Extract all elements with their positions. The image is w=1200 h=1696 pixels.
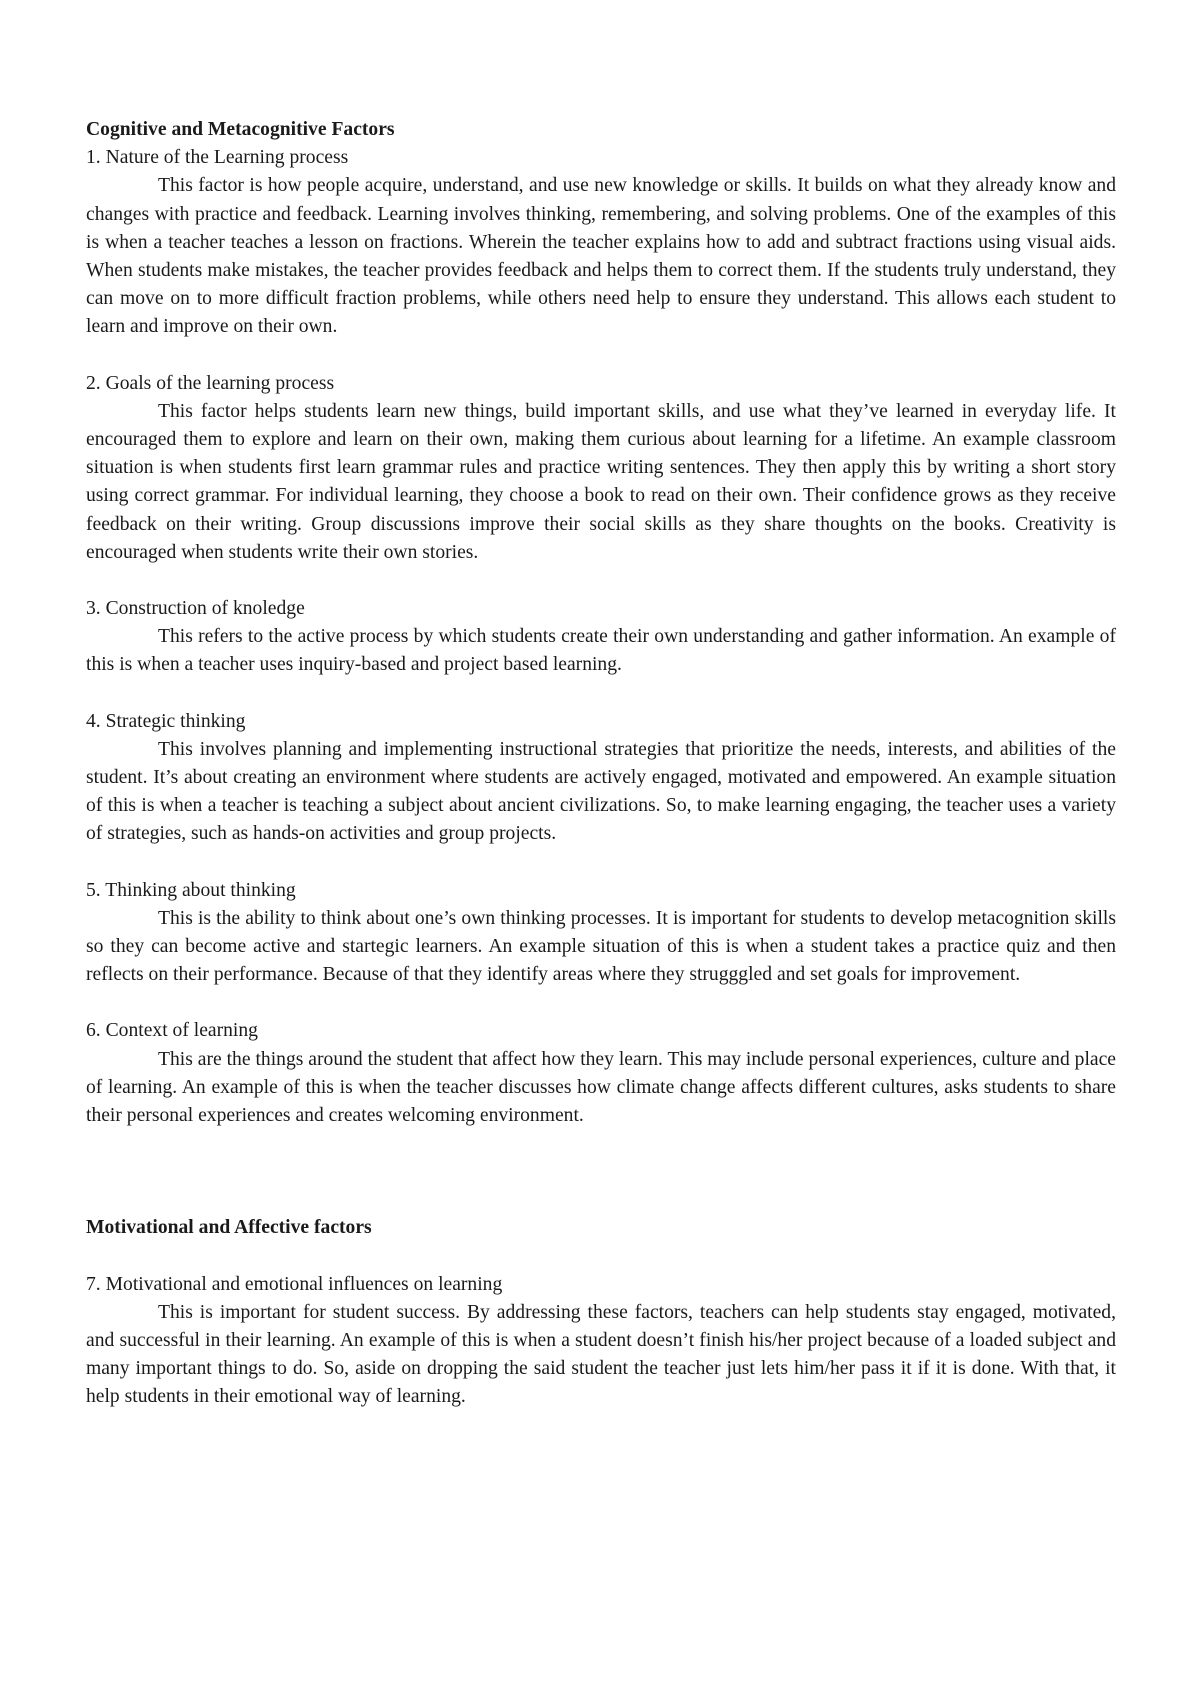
item-7	[86, 1271, 1116, 1412]
item-body: This are the things around the student that affect how they learn. This may include personal experiences, culture and place of learning. An example of this is when the teacher discusses how climate change affects different cultures, asks students to share their personal experiences and creates welcoming environment.	[86, 1048, 1116, 1127]
section-title-cognitive: Cognitive and Metacognitive Factors	[86, 119, 395, 140]
item-heading: 7. Motivational and emotional influences on learning	[86, 1273, 503, 1295]
item-body: This refers to the active process by which students create their own understanding and gather information. An example of this is when a teacher uses inquiry-based and project based learning.	[86, 626, 1116, 676]
spacer	[86, 567, 1116, 595]
item-body: This factor helps students learn new things, build important skills, and use what they’ve learned in everyday life. It encouraged them to explore and learn on their own, making them curious about learning for a lifetime. An example classroom situation is when students first learn grammar rules and practice writing sentences. They then apply this by writing a short story using correct grammar. For individual learning, they choose a book to read on their own. Their confidence grows as they receive feedback on their writing. Group discussions improve their social skills as they share thoughts on the books. Creativity is encouraged when students write their own stories.	[86, 400, 1116, 563]
item-body: This is the ability to think about one’s own thinking processes. It is important for students to develop metacognition skills so they can become active and startegic learners. An example situation of this is when a student takes a practice quiz and then reflects on their performance. Because of that they identify areas where they strugggled and set goals for improvement.	[86, 907, 1116, 986]
spacer	[86, 1243, 1116, 1271]
document-content	[86, 116, 1116, 1412]
item-5	[86, 877, 1116, 990]
item-heading: 2. Goals of the learning process	[86, 372, 335, 394]
item-3	[86, 595, 1116, 680]
item-heading: 4. Strategic thinking	[86, 710, 246, 732]
item-1	[86, 144, 1116, 341]
item-6	[86, 1017, 1116, 1130]
item-heading: 5. Thinking about thinking	[86, 879, 296, 901]
spacer	[86, 989, 1116, 1017]
item-body: This involves planning and implementing instructional strategies that prioritize the needs, interests, and abilities of the student. It’s about creating an environment where students are actively engaged, motivated and empowered. An example situation of this is when a teacher is teaching a subject about ancient civilizations. So, to make learning engaging, the teacher uses a variety of strategies, such as hands-on activities and group projects.	[86, 738, 1116, 845]
item-heading: 1. Nature of the Learning process	[86, 147, 349, 169]
spacer	[86, 342, 1116, 370]
item-body: This factor is how people acquire, understand, and use new knowledge or skills. It builds on what they already know and changes with practice and feedback. Learning involves thinking, remembering, and solving problems. One of the examples of this is when a teacher teaches a lesson on fractions. Wherein the teacher explains how to add and subtract fractions using visual aids. When students make mistakes, the teacher provides feedback and helps them to correct them. If the students truly understand, they can move on to more difficult fraction problems, while others need help to ensure they understand. This allows each student to learn and improve on their own.	[86, 175, 1116, 338]
item-body: This is important for student success. By addressing these factors, teachers can help students stay engaged, motivated, and successful in their learning. An example of this is when a student doesn’t finish his/her project because of a loaded subject and many important things to do. So, aside on dropping the said student the teacher just lets him/her pass it if it is done. With that, it help students in their emotional way of learning.	[86, 1301, 1116, 1408]
spacer	[86, 680, 1116, 708]
item-2	[86, 370, 1116, 567]
spacer	[86, 849, 1116, 877]
item-4	[86, 708, 1116, 849]
section-title-motivational: Motivational and Affective factors	[86, 1217, 372, 1239]
item-heading: 6. Context of learning	[86, 1020, 258, 1042]
item-heading: 3. Construction of knoledge	[86, 598, 305, 620]
spacer	[86, 1130, 1116, 1214]
